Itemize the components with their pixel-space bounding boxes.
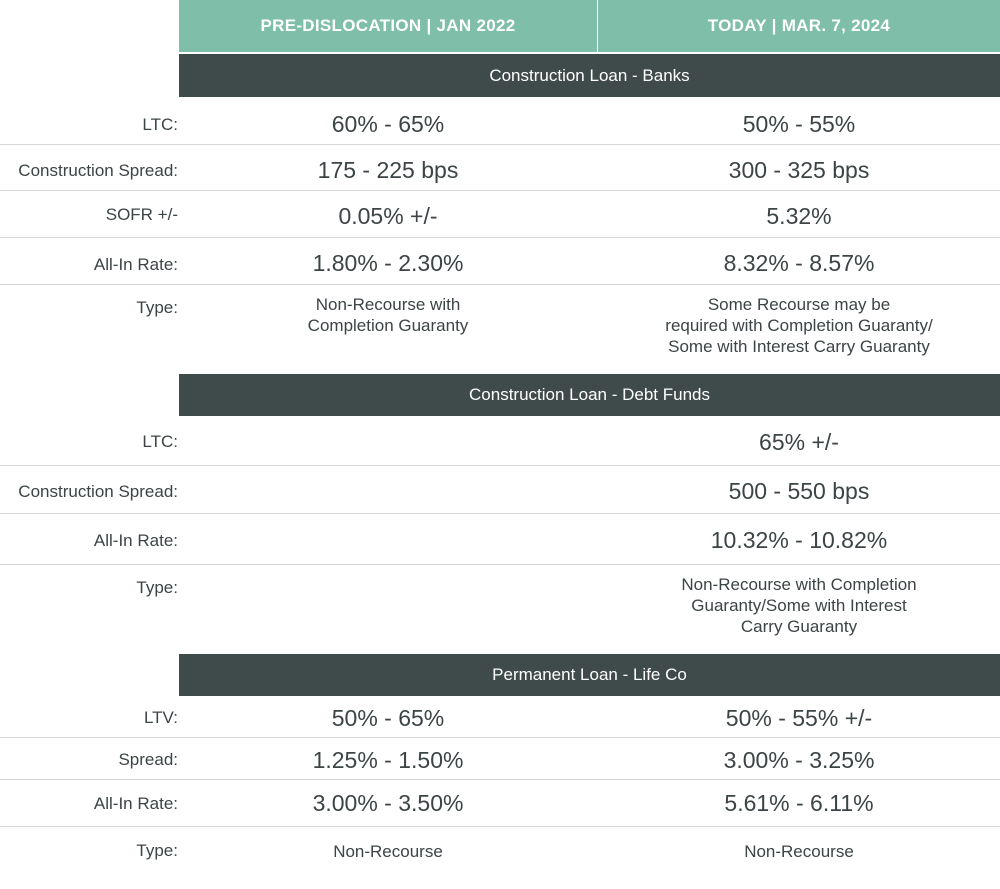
today-value: 50% - 55% +/- — [725, 705, 873, 731]
text-line: Carry Guaranty — [740, 617, 858, 636]
row-divider — [0, 737, 1000, 738]
row-label: LTC: — [142, 432, 178, 451]
row-divider — [0, 465, 1000, 466]
text-line: Non-Recourse with — [315, 295, 461, 314]
section-title-construction-debt-funds: Construction Loan - Debt Funds — [179, 374, 1000, 416]
text-line: Guaranty/Some with Interest — [691, 596, 907, 615]
text-line: Completion Guaranty — [307, 316, 469, 335]
row-divider — [0, 564, 1000, 565]
row-label: SOFR +/- — [105, 205, 178, 224]
pre-value: 60% - 65% — [331, 111, 445, 137]
row-label: All-In Rate: — [93, 255, 178, 274]
text-line: Non-Recourse with Completion — [681, 575, 917, 594]
today-value: 50% - 55% — [742, 111, 856, 137]
pre-type-text: Non-Recourse — [333, 842, 443, 861]
section-title-construction-banks: Construction Loan - Banks — [179, 54, 1000, 97]
today-value: 3.00% - 3.25% — [723, 747, 875, 773]
today-value: 500 - 550 bps — [728, 478, 870, 504]
row-divider — [0, 513, 1000, 514]
pre-value: 1.80% - 2.30% — [312, 250, 464, 276]
row-divider — [0, 779, 1000, 780]
row-label: Construction Spread: — [18, 161, 178, 180]
row-label: All-In Rate: — [93, 794, 178, 813]
pre-value: 50% - 65% — [331, 705, 445, 731]
today-value: 5.61% - 6.11% — [724, 790, 874, 816]
pre-value: 175 - 225 bps — [317, 157, 459, 183]
pre-value: 1.25% - 1.50% — [312, 747, 464, 773]
today-type-text — [598, 574, 1000, 637]
text-line: Some Recourse may be — [707, 295, 891, 314]
pre-value: 3.00% - 3.50% — [312, 790, 464, 816]
section-title-permanent-life-co: Permanent Loan - Life Co — [179, 654, 1000, 696]
today-value: 5.32% — [766, 203, 832, 229]
row-divider — [0, 237, 1000, 238]
today-type-text: Non-Recourse — [744, 842, 854, 861]
pre-value: 0.05% +/- — [338, 203, 438, 229]
today-value: 10.32% - 10.82% — [710, 527, 888, 553]
today-value: 8.32% - 8.57% — [723, 250, 875, 276]
row-divider — [0, 826, 1000, 827]
today-value: 300 - 325 bps — [728, 157, 870, 183]
row-label: LTC: — [142, 115, 178, 134]
column-header-today: TODAY | MAR. 7, 2024 — [598, 0, 1000, 52]
row-label: LTV: — [143, 708, 178, 727]
text-line: required with Completion Guaranty/ — [665, 316, 933, 335]
row-label: All-In Rate: — [93, 531, 178, 550]
column-header-pre-dislocation: PRE-DISLOCATION | JAN 2022 — [179, 0, 597, 52]
today-value: 65% +/- — [759, 429, 839, 455]
text-line: Some with Interest Carry Guaranty — [668, 337, 930, 356]
row-divider — [0, 144, 1000, 145]
row-divider — [0, 284, 1000, 285]
row-label: Type: — [136, 578, 178, 597]
today-type-text — [598, 294, 1000, 357]
row-label: Spread: — [118, 750, 178, 769]
row-label: Type: — [136, 298, 178, 317]
row-divider — [0, 190, 1000, 191]
pre-type-text — [179, 294, 597, 336]
row-label: Construction Spread: — [18, 482, 178, 501]
row-label: Type: — [136, 841, 178, 860]
